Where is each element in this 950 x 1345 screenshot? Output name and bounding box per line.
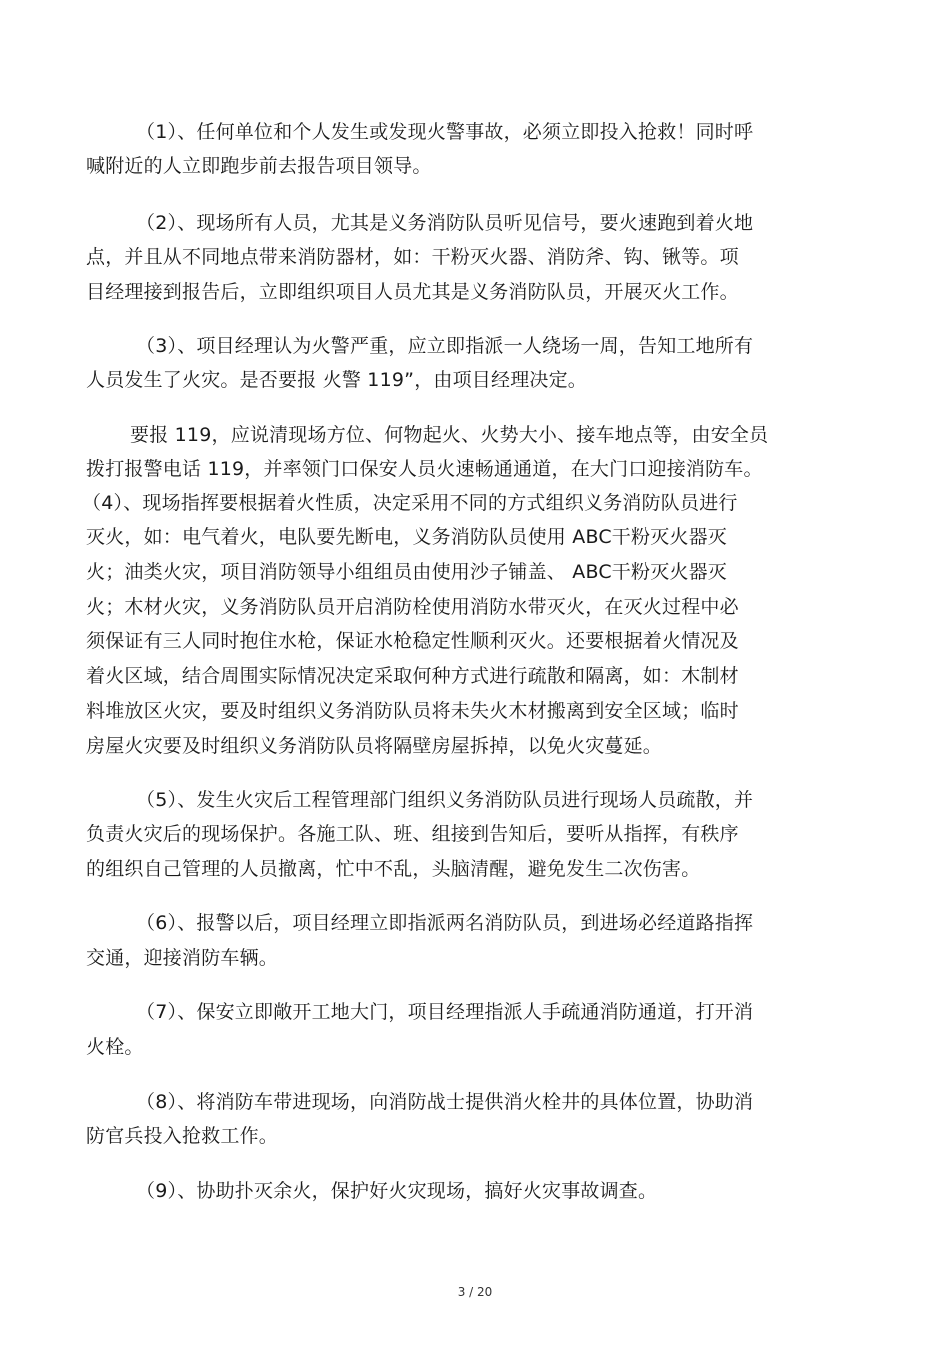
text-line: （1）、任何单位和个人发生或发现火警事故，必须立即投入抢救！同时呼: [136, 121, 754, 143]
text-line: 喊附近的人立即跑步前去报告项目领导。: [86, 155, 432, 177]
text-line: 火栓。: [86, 1036, 144, 1058]
text-line: 负责火灾后的现场保护。各施工队、班、组接到告知后，要听从指挥，有秩序: [86, 823, 739, 845]
text-line: 须保证有三人同时抱住水枪，保证水枪稳定性顺利灭火。还要根据着火情况及: [86, 630, 739, 652]
text-line: （3）、项目经理认为火警严重，应立即指派一人绕场一周，告知工地所有: [136, 335, 754, 357]
text-line: （7）、保安立即敞开工地大门，项目经理指派人手疏通消防通道，打开消: [136, 1001, 754, 1023]
text-line: 交通，迎接消防车辆。: [86, 947, 279, 969]
text-line: （6）、报警以后，项目经理立即指派两名消防队员，到进场必经道路指挥: [136, 912, 754, 934]
text-line: （8）、将消防车带进现场，向消防战士提供消火栓井的具体位置，协助消: [136, 1091, 754, 1113]
text-line: 的组织自己管理的人员撤离，忙中不乱，头脑清醒，避免发生二次伤害。: [86, 858, 701, 880]
text-line: 灭火，如：电气着火，电队要先断电，义务消防队员使用 ABC干粉灭火器灭: [86, 526, 728, 548]
text-line: 火；木材火灾，义务消防队员开启消防栓使用消防水带灭火，在灭火过程中必: [86, 596, 739, 618]
text-line: 着火区域，结合周围实际情况决定采取何种方式进行疏散和隔离，如：木制材: [86, 665, 739, 687]
text-line: （2）、现场所有人员，尤其是义务消防队员听见信号，要火速跑到着火地: [136, 212, 754, 234]
text-line: 防官兵投入抢救工作。: [86, 1125, 279, 1147]
text-line: 料堆放区火灾，要及时组织义务消防队员将未失火木材搬离到安全区域；临时: [86, 700, 739, 722]
text-line: 火；油类火灾，项目消防领导小组组员由使用沙子铺盖、 ABC干粉灭火器灭: [86, 561, 728, 583]
text-line: 拨打报警电话 119，并率领门口保安人员火速畅通通道，在大门口迎接消防车。: [86, 458, 763, 480]
page-number: 3 / 20: [457, 1285, 493, 1299]
text-line: 要报 119，应说清现场方位、何物起火、火势大小、接车地点等，由安全员: [130, 424, 769, 446]
text-line: （9）、协助扑灭余火，保护好火灾现场，搞好火灾事故调查。: [136, 1180, 658, 1202]
text-line: 人员发生了火灾。是否要报 火警 119”，由项目经理决定。: [86, 369, 587, 391]
text-line: 房屋火灾要及时组织义务消防队员将隔壁房屋拆掉，以免火灾蔓延。: [86, 735, 663, 757]
text-line: （4）、现场指挥要根据着火性质，决定采用不同的方式组织义务消防队员进行: [82, 492, 738, 514]
text-line: 点，并且从不同地点带来消防器材，如：干粉灭火器、消防斧、钩、锹等。项: [86, 246, 739, 268]
text-line: （5）、发生火灾后工程管理部门组织义务消防队员进行现场人员疏散，并: [136, 789, 754, 811]
text-line: 目经理接到报告后，立即组织项目人员尤其是义务消防队员，开展灭火工作。: [86, 281, 739, 303]
